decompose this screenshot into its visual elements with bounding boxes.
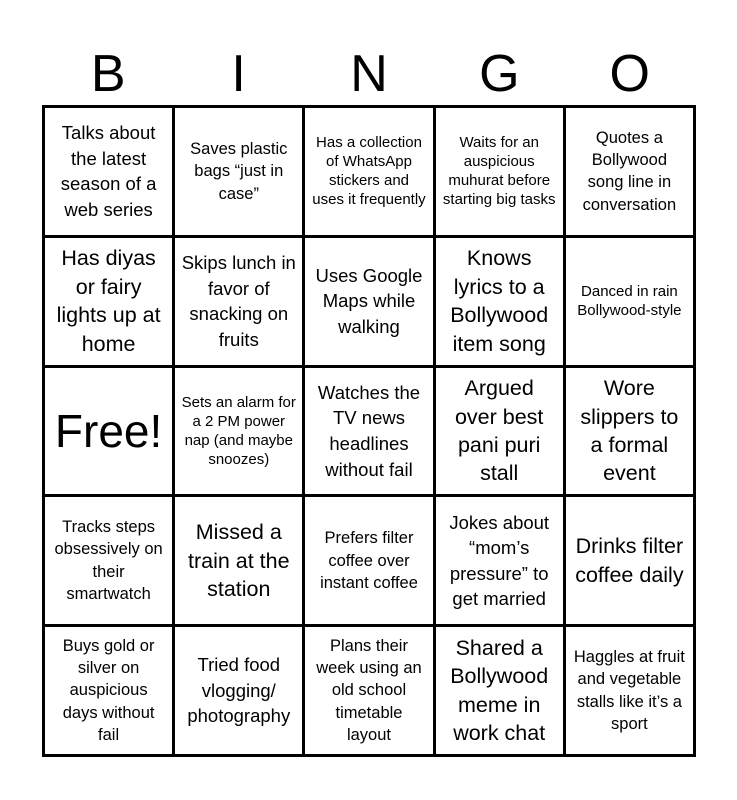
bingo-cell-text: Saves plastic bags “just in case” — [190, 139, 288, 203]
bingo-cell-text: Prefers filter coffee over instant coffee — [320, 529, 418, 592]
bingo-cell[interactable] — [45, 497, 172, 624]
bingo-cell-text: Knows lyrics to a Bollywood item song — [450, 246, 549, 356]
bingo-cell-text: Quotes a Bollywood song line in conversation — [582, 128, 677, 214]
bingo-cell[interactable] — [45, 108, 172, 235]
bingo-cell[interactable] — [45, 627, 172, 754]
bingo-cell-text: Talks about the latest season of a web series — [60, 122, 157, 220]
bingo-cell[interactable] — [175, 238, 302, 365]
bingo-cell[interactable] — [566, 108, 693, 235]
header-letter-i: I — [231, 45, 246, 103]
bingo-cell[interactable] — [566, 627, 693, 754]
bingo-cell[interactable] — [436, 238, 563, 365]
bingo-cell-text: Danced in rain Bollywood-style — [577, 283, 682, 320]
bingo-cell-text: Buys gold or silver on auspicious days without fail — [62, 636, 155, 745]
bingo-cell[interactable] — [566, 497, 693, 624]
bingo-cell-text: Uses Google Maps while walking — [315, 264, 423, 337]
bingo-cell-text: Sets an alarm for a 2 PM power nap (and maybe snoozes) — [181, 393, 296, 469]
bingo-header — [43, 44, 695, 104]
bingo-cell[interactable] — [305, 497, 432, 624]
bingo-cell-text: Argued over best pani puri stall — [454, 376, 544, 486]
bingo-cell[interactable] — [175, 368, 302, 495]
bingo-cell[interactable] — [436, 368, 563, 495]
bingo-cell[interactable] — [305, 627, 432, 754]
bingo-cell-text: Has diyas or fairy lights up at home — [56, 246, 161, 356]
bingo-cell[interactable] — [305, 108, 432, 235]
bingo-free-cell[interactable] — [45, 368, 172, 495]
bingo-cell[interactable] — [436, 108, 563, 235]
bingo-cell-text: Watches the TV news headlines without fail — [317, 381, 421, 480]
bingo-cell[interactable] — [175, 108, 302, 235]
bingo-cell-text: Has a collection of WhatsApp stickers and uses it frequently — [312, 134, 426, 209]
bingo-cell-text: Wore slippers to a formal event — [580, 376, 679, 486]
bingo-cell-text: Jokes about “mom’s pressure” to get married — [449, 511, 550, 610]
bingo-cell[interactable] — [305, 238, 432, 365]
bingo-card-grid — [42, 105, 696, 757]
bingo-cell[interactable] — [175, 627, 302, 754]
free-space-label: Free! — [54, 404, 163, 457]
bingo-cell[interactable] — [436, 627, 563, 754]
bingo-cell[interactable] — [45, 238, 172, 365]
bingo-cell[interactable] — [175, 497, 302, 624]
header-letter-n: N — [350, 45, 388, 103]
bingo-cell-text: Skips lunch in favor of snacking on fruits — [181, 252, 296, 350]
header-letter-b: B — [90, 45, 126, 103]
bingo-cell-text: Tried food vlogging/ photography — [187, 654, 291, 727]
bingo-cell-text: Shared a Bollywood meme in work chat — [450, 635, 549, 745]
bingo-cell[interactable] — [566, 238, 693, 365]
bingo-cell-text: Drinks filter coffee daily — [575, 534, 684, 587]
bingo-cell[interactable] — [305, 368, 432, 495]
header-letter-o: O — [609, 45, 650, 103]
bingo-cell-text: Haggles at fruit and vegetable stalls like it’s a sport — [573, 647, 685, 734]
bingo-cell[interactable] — [566, 368, 693, 495]
header-letter-g: G — [479, 45, 520, 103]
bingo-cell-text: Waits for an auspicious muhurat before starting big tasks — [442, 134, 556, 209]
bingo-cell-text: Tracks steps obsessively on their smartwatch — [54, 517, 163, 604]
bingo-cell-text: Missed a train at the station — [187, 520, 290, 601]
bingo-cell-text: Plans their week using an old school timetable layout — [316, 636, 422, 745]
bingo-cell[interactable] — [436, 497, 563, 624]
